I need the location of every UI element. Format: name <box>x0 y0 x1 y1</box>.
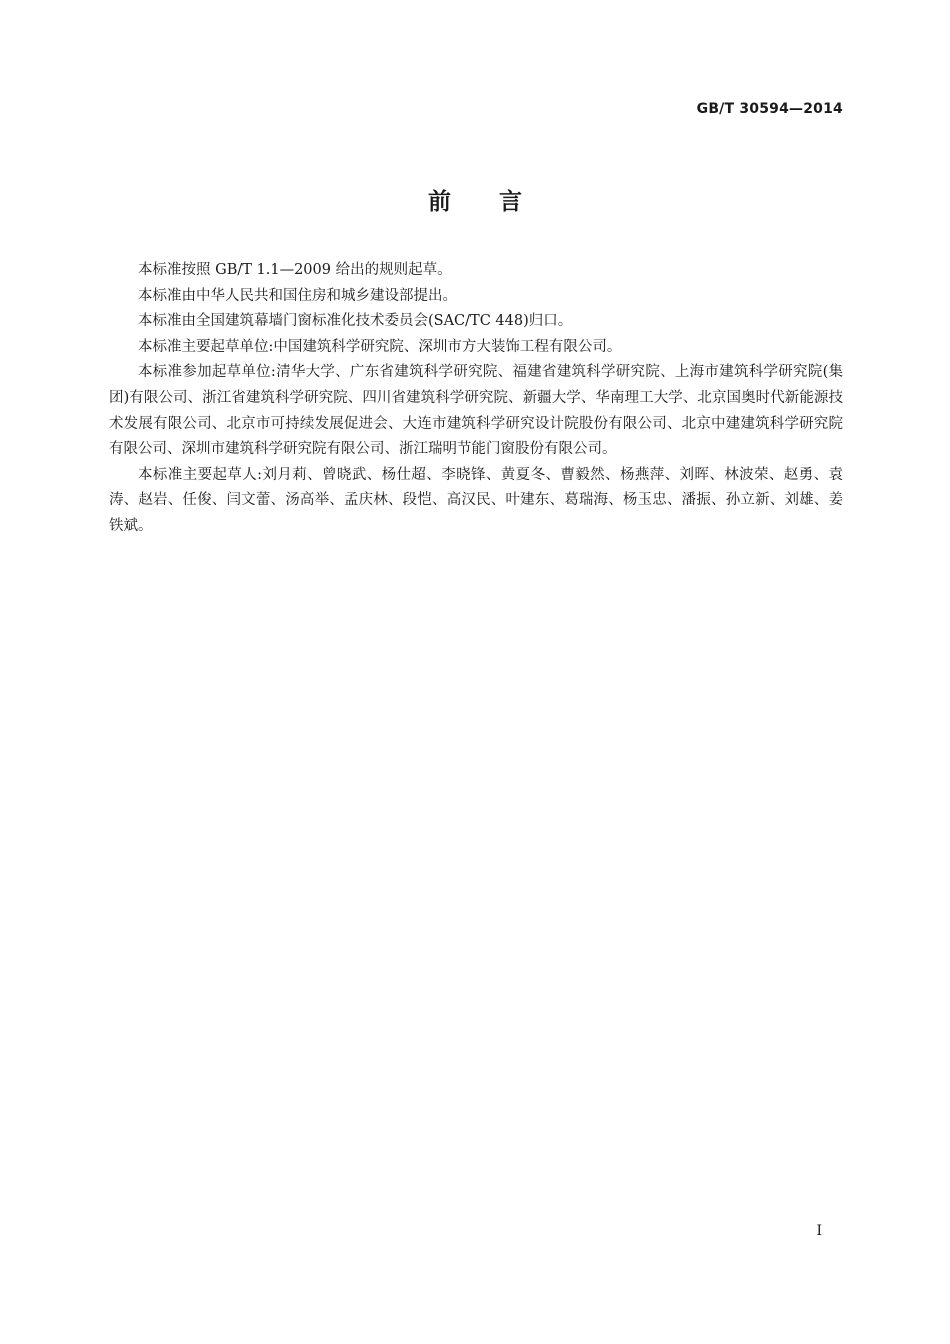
paragraph-drafting-rules: 本标准按照 GB/T 1.1—2009 给出的规则起草。 <box>138 262 452 278</box>
page-title: 前言 <box>428 189 570 215</box>
paragraph-participating-units: 本标准参加起草单位:清华大学、广东省建筑科学研究院、福建省建筑科学研究院、上海市建筑科学研究院(集团)有限公司、浙江省建筑科学研究院、四川省建筑科学研究院、新疆大学、华南理工大学、北京国奥时代新能源技术发展有限公司、北京市可持续发展促进会、大连市建筑科学研究设计院股份有限公司、北京中建建筑科学研究院有限公司、深圳市建筑科学研究院有限公司、浙江瑞明节能门窗股份有限公司。 <box>109 364 843 458</box>
paragraph-proposer: 本标准由中华人民共和国住房和城乡建设部提出。 <box>138 287 457 304</box>
document-body <box>109 258 843 540</box>
paragraph-main-drafters: 本标准主要起草人:刘月莉、曾晓武、杨仕超、李晓锋、黄夏冬、曹毅然、杨燕萍、刘晖、林波荣、赵勇、袁涛、赵岩、任俊、闫文蕾、汤高举、孟庆林、段恺、高汉民、叶建东、葛瑞海、杨玉忠、潘振、孙立新、刘雄、姜铁斌。 <box>109 466 843 534</box>
standard-number: GB/T 30594—2014 <box>696 101 843 117</box>
paragraph-committee: 本标准由全国建筑幕墙门窗标准化技术委员会(SAC/TC 448)归口。 <box>138 313 573 330</box>
paragraph-main-drafting-units: 本标准主要起草单位:中国建筑科学研究院、深圳市方大装饰工程有限公司。 <box>138 338 622 355</box>
page-number: I <box>816 1223 822 1239</box>
